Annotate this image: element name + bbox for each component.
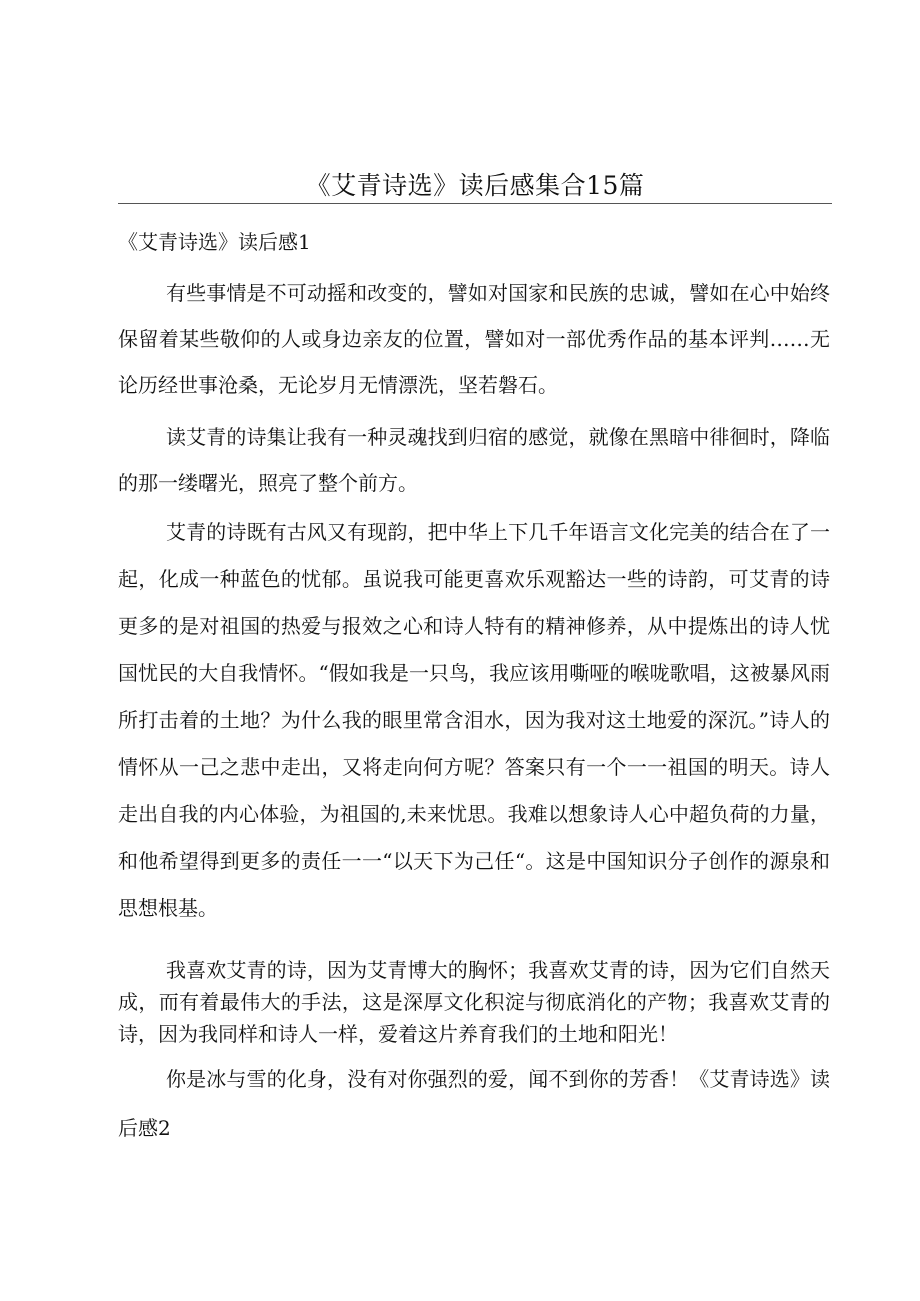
paragraph-2: 读艾青的诗集让我有一种灵魂找到归宿的感觉，就像在黑暗中徘徊时，降临的那一缕曙光，照亮了整个前方。 — [118, 425, 830, 495]
paragraph-1: 有些事情是不可动摇和改变的，譬如对国家和民族的忠诚，譬如在心中始终保留着某些敬仰的人或身边亲友的位置，譬如对一部优秀作品的基本评判……无论历经世事沧桑，无论岁月无情漂洗，坚若磐石。 — [118, 281, 830, 397]
paragraph-4: 我喜欢艾青的诗，因为艾青博大的胸怀；我喜欢艾青的诗，因为它们自然天成，而有着最伟大的手法，这是深厚文化积淀与彻底消化的产物；我喜欢艾青的诗，因为我同样和诗人一样，爱着这片养育我们的土地和阳光！ — [118, 958, 830, 1046]
section-heading: 《艾青诗选》读后感1 — [118, 230, 311, 254]
document-title: 《艾青诗选》读后感集合15篇 — [305, 171, 645, 200]
paragraph-5: 你是冰与雪的化身，没有对你强烈的爱，闻不到你的芳香！《艾青诗选》读后感2 — [118, 1067, 830, 1140]
title-divider — [118, 203, 832, 204]
paragraph-3: 艾青的诗既有古风又有现韵，把中华上下几千年语言文化完美的结合在了一起，化成一种蓝色的忧郁。虽说我可能更喜欢乐观豁达一些的诗韵，可艾青的诗更多的是对祖国的热爱与报效之心和诗人特有的精神修养，从中提炼出的诗人忧国忧民的大自我情怀。“假如我是一只鸟，我应该用嘶哑的喉咙歌唱，这被暴风雨所打击着的土地？为什么我的眼里常含泪水，因为我对这土地爱的深沉。”诗人的情怀从一己之悲中走出，又将走向何方呢？答案只有一个一一祖国的明天。诗人走出自我的内心体验，为祖国的,未来忧思。我难以想象诗人心中超负荷的力量，和他希望得到更多的责任一一“以天下为己任“。这是中国知识分子创作的源泉和思想根基。 — [118, 520, 830, 920]
